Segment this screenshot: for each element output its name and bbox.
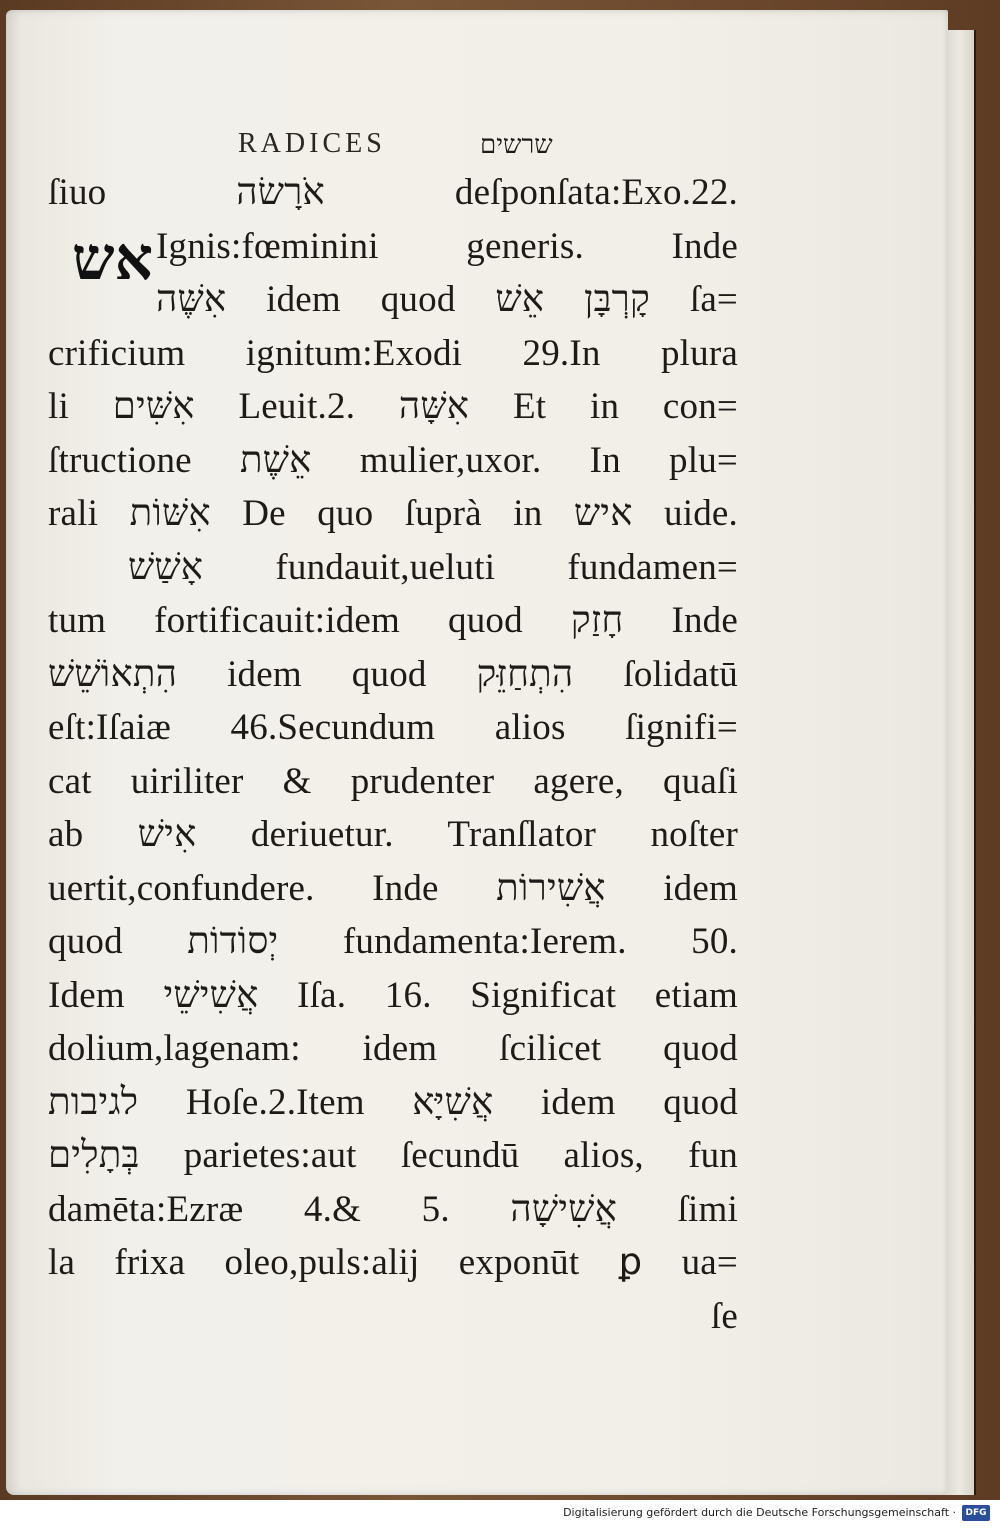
page-text-block <box>48 128 738 1343</box>
text-line: eſt:Iſaiæ 46.Secundum alios ſignifi= <box>48 707 738 748</box>
text-line: crificium ignitum:Exodi 29.In plura <box>48 332 738 374</box>
text-line: cat uiriliter & prudenter agere, quaſi <box>48 760 738 802</box>
text-line: ſtructione אֵשֶׁת mulier,uxor. In plu= <box>48 439 738 481</box>
text-line: Ignis:fœminini generis. Inde <box>156 225 738 267</box>
text-line: אִשֶּׁה idem quod קָרְבָּן אֵשׁ ſa= <box>156 279 739 320</box>
text-line: dolium,lagenam: idem ſcilicet quod <box>48 1028 738 1069</box>
text-line: אָשַׁשׁ fundauit,ueluti fundamen= <box>128 546 738 588</box>
text-line: tum fortificauit:idem quod חָזַק Inde <box>48 600 738 641</box>
text-line: ab אִישׁ deriuetur. Tranſlator noſter <box>48 814 738 855</box>
text-line: li אִשִּׁים Leuit.2. אִשָּׁה Et in con= <box>48 386 738 427</box>
text-line: damēta:Ezræ 4.& 5. אֲשִׁישָׁה ſimi <box>48 1188 738 1230</box>
text-line: uertit,confundere. Inde אֲשִׁירוֹת idem <box>48 867 738 909</box>
footer-bar <box>0 1500 1000 1529</box>
running-head-hebrew: שרשים <box>480 130 553 160</box>
text-line: לגיבות Hoſe.2.Item אֲשִׁיָּא idem quod <box>48 1081 738 1123</box>
text-line: ſiuo אֹרָשׂה deſponſata:Exo.22. <box>48 172 738 213</box>
text-line: rali אִשּׁוֹת De quo ſuprà in איש uide. <box>48 493 738 534</box>
catchword: ſe <box>710 1295 738 1337</box>
text-line: la frixa oleo,puls:alij exponūt ꝑ ua= <box>48 1242 738 1283</box>
text-line: Idem אֲשִׁישֵׁי Iſa. 16. Significat etiam <box>48 974 738 1016</box>
drop-initial: אש <box>72 224 154 294</box>
text-line: הִתְאוֹשֵׁשׁ idem quod הִתְחַזֵּק ſolidatū <box>48 653 739 695</box>
running-head <box>48 128 738 166</box>
dfg-logo[interactable]: DFG <box>962 1505 990 1521</box>
text-line: בְּתָלִים parietes:aut ſecundū alios, fun <box>48 1135 738 1176</box>
page-fore-edge <box>946 30 976 1495</box>
running-head-latin: RADICES <box>238 128 386 159</box>
text-line: quod יְסוֹדוֹת fundamenta:Ierem. 50. <box>48 921 738 962</box>
footer-credit: Digitalisierung gefördert durch die Deutsche Forschungsgemeinschaft · <box>563 1506 956 1519</box>
